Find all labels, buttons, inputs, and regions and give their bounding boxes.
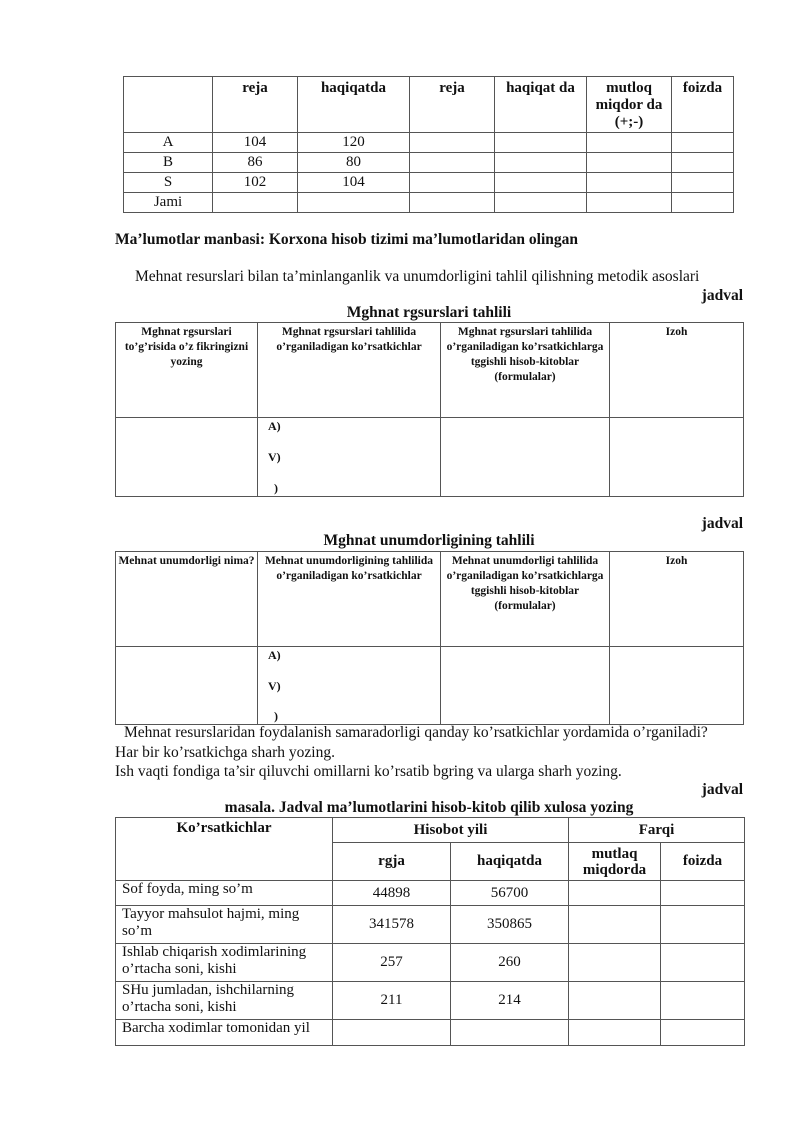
cell bbox=[495, 133, 587, 153]
table-title: Mghnat unumdorligining tahlili bbox=[323, 532, 535, 549]
table-label: jadval bbox=[701, 515, 743, 532]
cell: S bbox=[124, 173, 213, 193]
header-cell: rgja bbox=[333, 843, 451, 881]
cell bbox=[441, 647, 610, 725]
cell bbox=[569, 982, 661, 1020]
cell bbox=[661, 982, 745, 1020]
cell: Sof foyda, ming so’m bbox=[116, 881, 333, 906]
cell: 257 bbox=[333, 944, 451, 982]
labor-resources-table bbox=[115, 322, 744, 497]
cell bbox=[661, 1020, 745, 1046]
list-item: ) bbox=[274, 481, 278, 495]
cell bbox=[569, 906, 661, 944]
table-row bbox=[116, 1020, 745, 1046]
table-row bbox=[116, 944, 745, 982]
cell bbox=[495, 193, 587, 213]
section-title: Mehnat resurslari bilan ta’minlanganlik va unumdorligini tahlil qilishning metodik asoslari bbox=[135, 268, 700, 285]
indicators-table bbox=[115, 817, 745, 1046]
cell bbox=[661, 944, 745, 982]
header-cell: mutlaq miqdorda bbox=[569, 843, 661, 881]
header-cell: Mehnat unumdorligi tahlilida o’rganiladigan ko’rsatkichlarga tggishli hisob-kitoblar (formulalar) bbox=[441, 552, 610, 647]
cell bbox=[672, 193, 734, 213]
cell bbox=[495, 153, 587, 173]
cell bbox=[672, 133, 734, 153]
cell bbox=[569, 881, 661, 906]
cell: 104 bbox=[298, 173, 410, 193]
table-title: masala. Jadval ma’lumotlarini hisob-kitob qilib xulosa yozing bbox=[224, 799, 634, 816]
cell: Barcha xodimlar tomonidan yil bbox=[116, 1020, 333, 1046]
header-cell: Ko’rsatkichlar bbox=[116, 818, 333, 881]
cell: 80 bbox=[298, 153, 410, 173]
plan-actual-table bbox=[123, 76, 734, 213]
header-cell: Mehnat unumdorligi nima? bbox=[116, 552, 258, 647]
list-item: V) bbox=[268, 450, 281, 464]
header-cell bbox=[124, 77, 213, 133]
cell bbox=[587, 153, 672, 173]
table-title: Mghnat rgsurslari tahlili bbox=[346, 304, 512, 321]
cell bbox=[410, 133, 495, 153]
header-cell: haqiqat da bbox=[495, 77, 587, 133]
question-text: Mehnat resurslaridan foydalanish samaradorligi qanday ko’rsatkichlar yordamida o’rganiladi? bbox=[124, 724, 708, 741]
cell: Tayyor mahsulot hajmi, ming so’m bbox=[116, 906, 333, 944]
table-row bbox=[116, 647, 744, 725]
cell bbox=[587, 133, 672, 153]
header-cell: haqiqatda bbox=[298, 77, 410, 133]
list-item: A) bbox=[268, 648, 281, 662]
cell: 350865 bbox=[451, 906, 569, 944]
cell: 260 bbox=[451, 944, 569, 982]
cell bbox=[495, 173, 587, 193]
cell bbox=[569, 944, 661, 982]
cell bbox=[410, 173, 495, 193]
cell: 56700 bbox=[451, 881, 569, 906]
header-cell: Mghnat rgsurslari to’g’risida o’z fikringizni yozing bbox=[116, 323, 258, 418]
table-row bbox=[124, 193, 734, 213]
table-row bbox=[116, 982, 745, 1020]
header-cell: mutloq miqdor da (+;-) bbox=[587, 77, 672, 133]
cell: Jami bbox=[124, 193, 213, 213]
cell bbox=[116, 418, 258, 497]
table-row bbox=[124, 153, 734, 173]
cell bbox=[258, 647, 441, 725]
cell bbox=[610, 418, 744, 497]
cell bbox=[661, 881, 745, 906]
table-header-row bbox=[116, 323, 744, 418]
cell bbox=[451, 1020, 569, 1046]
cell bbox=[672, 153, 734, 173]
table-header-row bbox=[124, 77, 734, 133]
cell bbox=[410, 153, 495, 173]
cell bbox=[569, 1020, 661, 1046]
table-header-row bbox=[116, 818, 745, 843]
cell bbox=[116, 647, 258, 725]
header-cell: reja bbox=[410, 77, 495, 133]
cell: 341578 bbox=[333, 906, 451, 944]
cell: 86 bbox=[213, 153, 298, 173]
table-row bbox=[116, 418, 744, 497]
cell bbox=[410, 193, 495, 213]
cell: 120 bbox=[298, 133, 410, 153]
table-row bbox=[116, 906, 745, 944]
header-cell: Izoh bbox=[610, 323, 744, 418]
cell bbox=[298, 193, 410, 213]
cell bbox=[661, 906, 745, 944]
cell bbox=[610, 647, 744, 725]
table-row bbox=[116, 881, 745, 906]
list-item: A) bbox=[268, 419, 281, 433]
question-text: Har bir ko’rsatkichga sharh yozing. bbox=[115, 744, 335, 761]
header-cell: haqiqatda bbox=[451, 843, 569, 881]
header-cell: Izoh bbox=[610, 552, 744, 647]
header-cell: Mehnat unumdorligining tahlilida o’rganiladigan ko’rsatkichlar bbox=[258, 552, 441, 647]
cell: SHu jumladan, ishchilarning o’rtacha soni, kishi bbox=[116, 982, 333, 1020]
cell: 214 bbox=[451, 982, 569, 1020]
cell: 211 bbox=[333, 982, 451, 1020]
labor-productivity-table bbox=[115, 551, 744, 725]
cell: 102 bbox=[213, 173, 298, 193]
cell bbox=[333, 1020, 451, 1046]
cell: A bbox=[124, 133, 213, 153]
header-cell: Mghnat rgsurslari tahlilida o’rganiladigan ko’rsatkichlar bbox=[258, 323, 441, 418]
cell: 104 bbox=[213, 133, 298, 153]
cell: Ishlab chiqarish xodimlarining o’rtacha soni, kishi bbox=[116, 944, 333, 982]
cell bbox=[672, 173, 734, 193]
list-item: V) bbox=[268, 679, 281, 693]
table-header-row bbox=[116, 552, 744, 647]
header-cell: Hisobot yili bbox=[333, 818, 569, 843]
cell bbox=[441, 418, 610, 497]
source-note: Ma’lumotlar manbasi: Korxona hisob tizimi ma’lumotlaridan olingan bbox=[115, 231, 579, 248]
question-text: Ish vaqti fondiga ta’sir qiluvchi omillarni ko’rsatib bgring va ularga sharh yozing. bbox=[115, 763, 622, 780]
header-cell: foizda bbox=[661, 843, 745, 881]
cell: B bbox=[124, 153, 213, 173]
table-label: jadval bbox=[701, 781, 743, 798]
header-cell: reja bbox=[213, 77, 298, 133]
list-item: ) bbox=[274, 709, 278, 723]
table-row bbox=[124, 133, 734, 153]
cell bbox=[587, 193, 672, 213]
cell bbox=[213, 193, 298, 213]
header-cell: foizda bbox=[672, 77, 734, 133]
cell bbox=[258, 418, 441, 497]
header-cell: Farqi bbox=[569, 818, 745, 843]
cell: 44898 bbox=[333, 881, 451, 906]
cell bbox=[587, 173, 672, 193]
table-row bbox=[124, 173, 734, 193]
table-label: jadval bbox=[701, 287, 743, 304]
header-cell: Mghnat rgsurslari tahlilida o’rganiladigan ko’rsatkichlarga tggishli hisob-kitoblar (formulalar) bbox=[441, 323, 610, 418]
